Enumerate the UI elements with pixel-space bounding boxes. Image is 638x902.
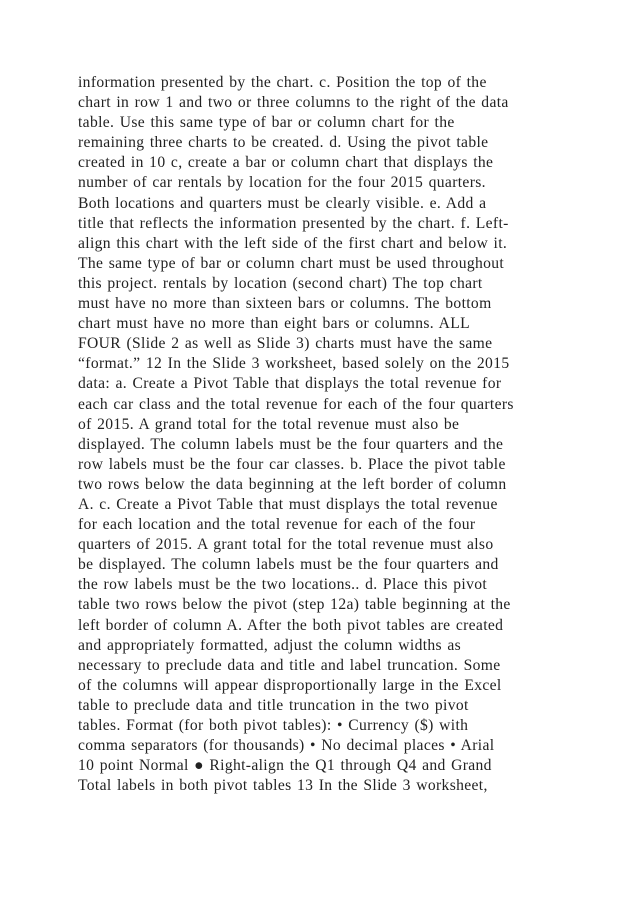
text-line: “format.” 12 In the Slide 3 worksheet, based solely on the 2015 <box>78 355 510 373</box>
text-line: Total labels in both pivot tables 13 In the Slide 3 worksheet, <box>78 777 488 795</box>
text-line: of the columns will appear disproportionally large in the Excel <box>78 676 502 694</box>
text-line: information presented by the chart. c. Position the top of the <box>78 74 487 91</box>
text-line: of 2015. A grand total for the total revenue must also be <box>78 415 460 433</box>
text-line: FOUR (Slide 2 as well as Slide 3) charts must have the same <box>78 335 493 353</box>
text-line: chart must have no more than eight bars or columns. ALL <box>78 315 470 333</box>
text-line: this project. rentals by location (second chart) The top chart <box>78 274 483 292</box>
text-line: A. c. Create a Pivot Table that must displays the total revenue <box>78 495 498 513</box>
text-line: created in 10 c, create a bar or column chart that displays the <box>78 154 494 172</box>
text-line: comma separators (for thousands) • No decimal places • Arial <box>78 737 495 755</box>
text-line: table to preclude data and title truncation in the two pivot <box>78 696 469 714</box>
text-line: number of car rentals by location for the four 2015 quarters. <box>78 174 486 192</box>
text-line: 10 point Normal ● Right-align the Q1 through Q4 and Grand <box>78 757 492 775</box>
text-line: table two rows below the pivot (step 12a) table beginning at the <box>78 596 511 614</box>
body-text <box>78 73 578 796</box>
text-line: remaining three charts to be created. d. Using the pivot table <box>78 134 489 152</box>
text-line: align this chart with the left side of the first chart and below it. <box>78 234 508 252</box>
text-line: title that reflects the information presented by the chart. f. Left- <box>78 214 509 232</box>
text-line: Both locations and quarters must be clearly visible. e. Add a <box>78 194 487 212</box>
text-line: must have no more than sixteen bars or columns. The bottom <box>78 295 492 313</box>
text-line: row labels must be the four car classes. b. Place the pivot table <box>78 455 506 473</box>
text-line: the row labels must be the two locations.. d. Place this pivot <box>78 576 488 594</box>
text-line: each car class and the total revenue for each of the four quarters <box>78 395 514 413</box>
text-line: data: a. Create a Pivot Table that displays the total revenue for <box>78 375 502 393</box>
text-line: for each location and the total revenue for each of the four <box>78 516 476 534</box>
text-line: displayed. The column labels must be the four quarters and the <box>78 435 504 453</box>
text-line: necessary to preclude data and title and label truncation. Some <box>78 656 501 674</box>
text-line: chart in row 1 and two or three columns to the right of the data <box>78 94 509 112</box>
text-line: table. Use this same type of bar or column chart for the <box>78 114 455 132</box>
text-line: tables. Format (for both pivot tables): • Currency ($) with <box>78 717 469 734</box>
text-line: and appropriately formatted, adjust the column widths as <box>78 636 462 654</box>
text-line: The same type of bar or column chart must be used throughout <box>78 254 505 272</box>
text-line: two rows below the data beginning at the left border of column <box>78 475 507 493</box>
text-line: be displayed. The column labels must be the four quarters and <box>78 556 499 574</box>
text-line: quarters of 2015. A grant total for the total revenue must also <box>78 536 494 554</box>
text-line: left border of column A. After the both pivot tables are created <box>78 616 504 634</box>
